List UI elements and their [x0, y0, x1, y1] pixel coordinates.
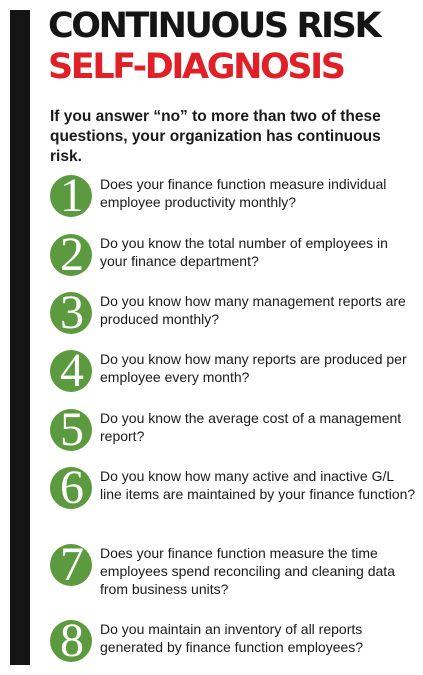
- intro-text: If you answer “no” to more than two of these questions, your organization has continuous risk.: [50, 108, 381, 165]
- number-circle-2: [50, 228, 92, 281]
- question-text: Do you know the average cost of a management report?: [100, 410, 402, 444]
- question-item-8: [50, 614, 415, 670]
- question-text: Do you know the total number of employees in your finance department?: [100, 235, 388, 269]
- question-text: Do you know how many management reports are produced monthly?: [100, 293, 406, 327]
- question-item-7: [50, 538, 415, 597]
- side-accent-bar: [10, 10, 30, 665]
- title-line-2: SELF-DIAGNOSIS: [48, 47, 344, 87]
- number-circle-1: [50, 169, 92, 222]
- question-text: Do you maintain an inventory of all reports generated by finance function employees?: [100, 621, 364, 655]
- number-circle-5: [50, 403, 92, 456]
- page-title: [48, 6, 379, 88]
- number-circle-4: [50, 344, 92, 397]
- number-circle-3: [50, 286, 92, 339]
- question-text: Do you know how many reports are produced per employee every month?: [100, 351, 407, 385]
- question-text: Does your finance function measure the time employees spend reconciling and cleaning data from business units?: [100, 545, 395, 597]
- question-item-4: [50, 344, 415, 400]
- question-text: Do you know how many active and inactive G/L line items are maintained by your finance function?: [100, 468, 416, 502]
- question-number: 7: [60, 538, 84, 591]
- question-number: 6: [60, 461, 84, 514]
- question-number: 2: [60, 228, 84, 281]
- question-number: 4: [60, 344, 84, 397]
- number-circle-8: [50, 614, 92, 667]
- question-item-5: [50, 403, 415, 459]
- question-item-6: [50, 461, 416, 517]
- question-item-2: [50, 228, 415, 284]
- question-number: 3: [60, 286, 84, 339]
- question-number: 1: [60, 169, 84, 222]
- number-circle-7: [50, 538, 92, 591]
- question-number: 8: [60, 614, 84, 667]
- number-circle-6: [50, 461, 92, 514]
- question-item-1: [50, 169, 415, 225]
- question-text: Does your finance function measure individual employee productivity monthly?: [100, 176, 387, 210]
- title-line-1: CONTINUOUS RISK: [48, 6, 380, 46]
- question-number: 5: [60, 403, 84, 456]
- question-item-3: [50, 286, 415, 342]
